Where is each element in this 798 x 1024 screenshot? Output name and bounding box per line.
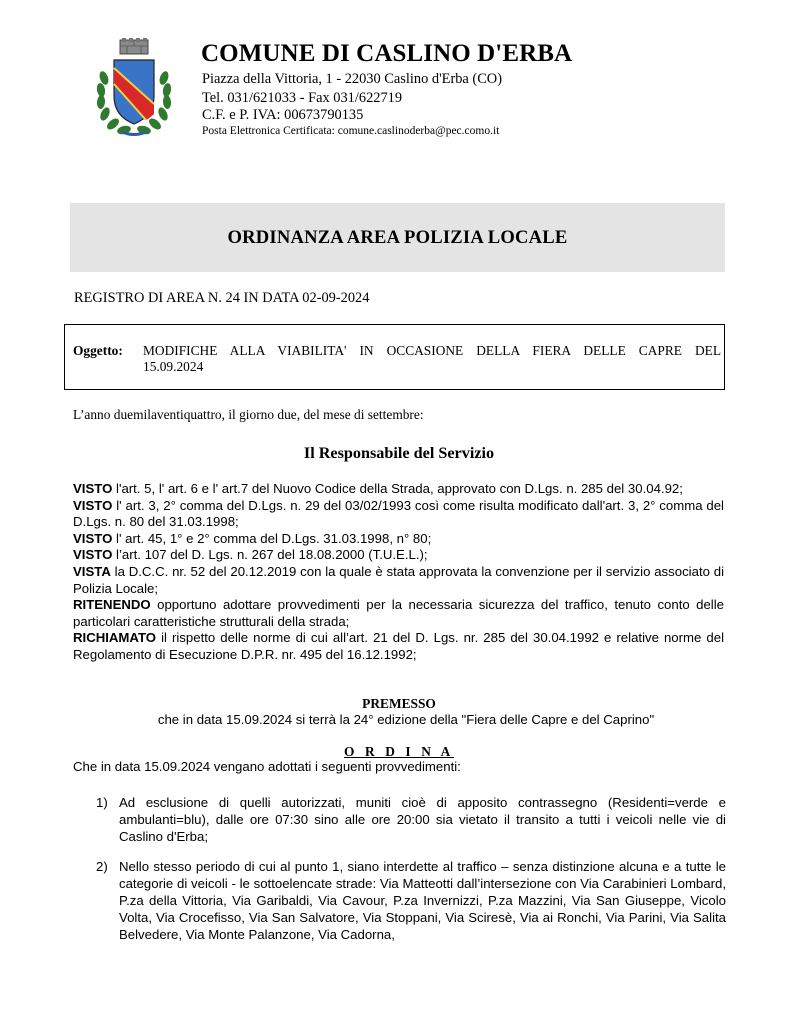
item-text: Nello stesso periodo di cui al punto 1, siano interdette al traffico – senza distinzione alcuna e a tutte le categorie di veicoli - le sottoelencate strade: Via Matteotti dall’intersezione con Via Carabinieri Lombard, P.za della Vittoria, Via Garibaldi, Via Cavour, P.za Invernizzi, P.za Mazzini, Via San Giuseppe, Vicolo Volta, Via Crocefisso, Via San Salvatore, Via Stoppani, Via Sciresè, Via ai Ronchi, Via Parini, Via Salita Belvedere, Via Monte Palanzone, Via Cadorna, [119,859,726,942]
address: Piazza della Vittoria, 1 - 22030 Caslino d'Erba (CO) [202,71,502,87]
ordinance-banner [70,203,725,272]
tax-code: C.F. e P. IVA: 00673790135 [202,107,364,123]
ritenendo-text: opportuno adottare provvedimenti per la necessaria sicurezza del traffico, tenuto conto delle particolari caratteristiche strutturali della strada; [73,597,724,629]
visto-text: l' art. 3, 2° comma del D.Lgs. n. 29 del 03/02/1993 così come risulta modificato dall'art. 3, 2° comma del D.Lgs. n. 80 del 31.03.1998; [73,497,724,530]
item-number: 2) [96,859,108,874]
richiamato-text: il rispetto delle norme di cui all’art. 21 del D. Lgs. nr. 285 del 30.04.1992 e relative norme del Regolamento di Esecuzione D.P.R. nr. 495 del 16.12.1992; [73,630,724,662]
oggetto-label: Oggetto: [73,343,123,358]
visto-paragraph [73,498,724,531]
ordina-title: O R D I N A [344,744,454,759]
richiamato-keyword: RICHIAMATO [73,630,157,646]
visto-text: l' art. 45, 1° e 2° comma del D.Lgs. 31.03.1998, n° 80; [112,530,432,546]
visto-keyword: VISTO [73,530,113,546]
oggetto-box [64,324,725,390]
premesso-text: che in data 15.09.2024 si terrà la 24° edizione della "Fiera delle Capre e del Caprino" [157,712,655,727]
richiamato-paragraph [73,630,724,663]
visto-keyword: VISTO [73,497,113,513]
oggetto-text-line1: MODIFICHE ALLA VIABILITA' IN OCCASIONE DELLA FIERA DELLE CAPRE DEL [143,343,721,358]
visto-text: l’art. 107 del D. Lgs. n. 267 del 18.08.2000 (T.U.E.L.); [112,547,428,563]
comune-title: COMUNE DI CASLINO D'ERBA [201,40,573,67]
visto-keyword: VISTO [73,547,113,563]
ordina-intro: Che in data 15.09.2024 vengano adottati i seguenti provvedimenti: [73,759,461,774]
visto-text: l'art. 5, l' art. 6 e l' art.7 del Nuovo Codice della Strada, approvato con D.Lgs. n. 285 del 30.04.92; [112,481,683,496]
visto-keyword: VISTO [73,481,113,496]
vista-keyword: VISTA [73,563,111,579]
visto-paragraph [73,547,724,564]
ritenendo-keyword: RITENENDO [73,597,151,613]
ordina-item [96,859,726,944]
item-number: 1) [96,795,108,810]
registro-line: REGISTRO DI AREA N. 24 IN DATA 02-09-2024 [74,290,370,306]
phone-fax: Tel. 031/621033 - Fax 031/622719 [202,90,403,106]
municipal-crest-icon [94,38,174,138]
ritenendo-paragraph [73,597,724,630]
visto-paragraph [73,531,724,548]
pec-email: Posta Elettronica Certificata: comune.caslinoderba@pec.como.it [202,125,500,137]
date-intro: L’anno duemilaventiquattro, il giorno due, del mese di settembre: [73,407,424,422]
premesso-heading: PREMESSO [362,696,436,711]
oggetto-text-line2: 15.09.2024 [143,359,204,374]
ordina-heading [0,744,798,760]
responsabile-heading: Il Responsabile del Servizio [303,444,495,462]
visto-paragraph [73,481,724,498]
vista-text: la D.C.C. nr. 52 del 20.12.2019 con la quale è stata approvata la convenzione per il servizio associato di Polizia Locale; [73,563,724,596]
ordina-item [96,795,726,846]
visti-section [73,481,724,664]
ordinance-title: ORDINANZA AREA POLIZIA LOCALE [227,226,568,248]
item-text: Ad esclusione di quelli autorizzati, muniti cioè di apposito contrassegno (Residenti=verde e ambulanti=blu), dalle ore 07:30 sino alle ore 20:00 sia vietato il transito a tutti i veicoli nelle vie di Caslino d'Erba; [119,795,726,844]
vista-paragraph [73,564,724,597]
